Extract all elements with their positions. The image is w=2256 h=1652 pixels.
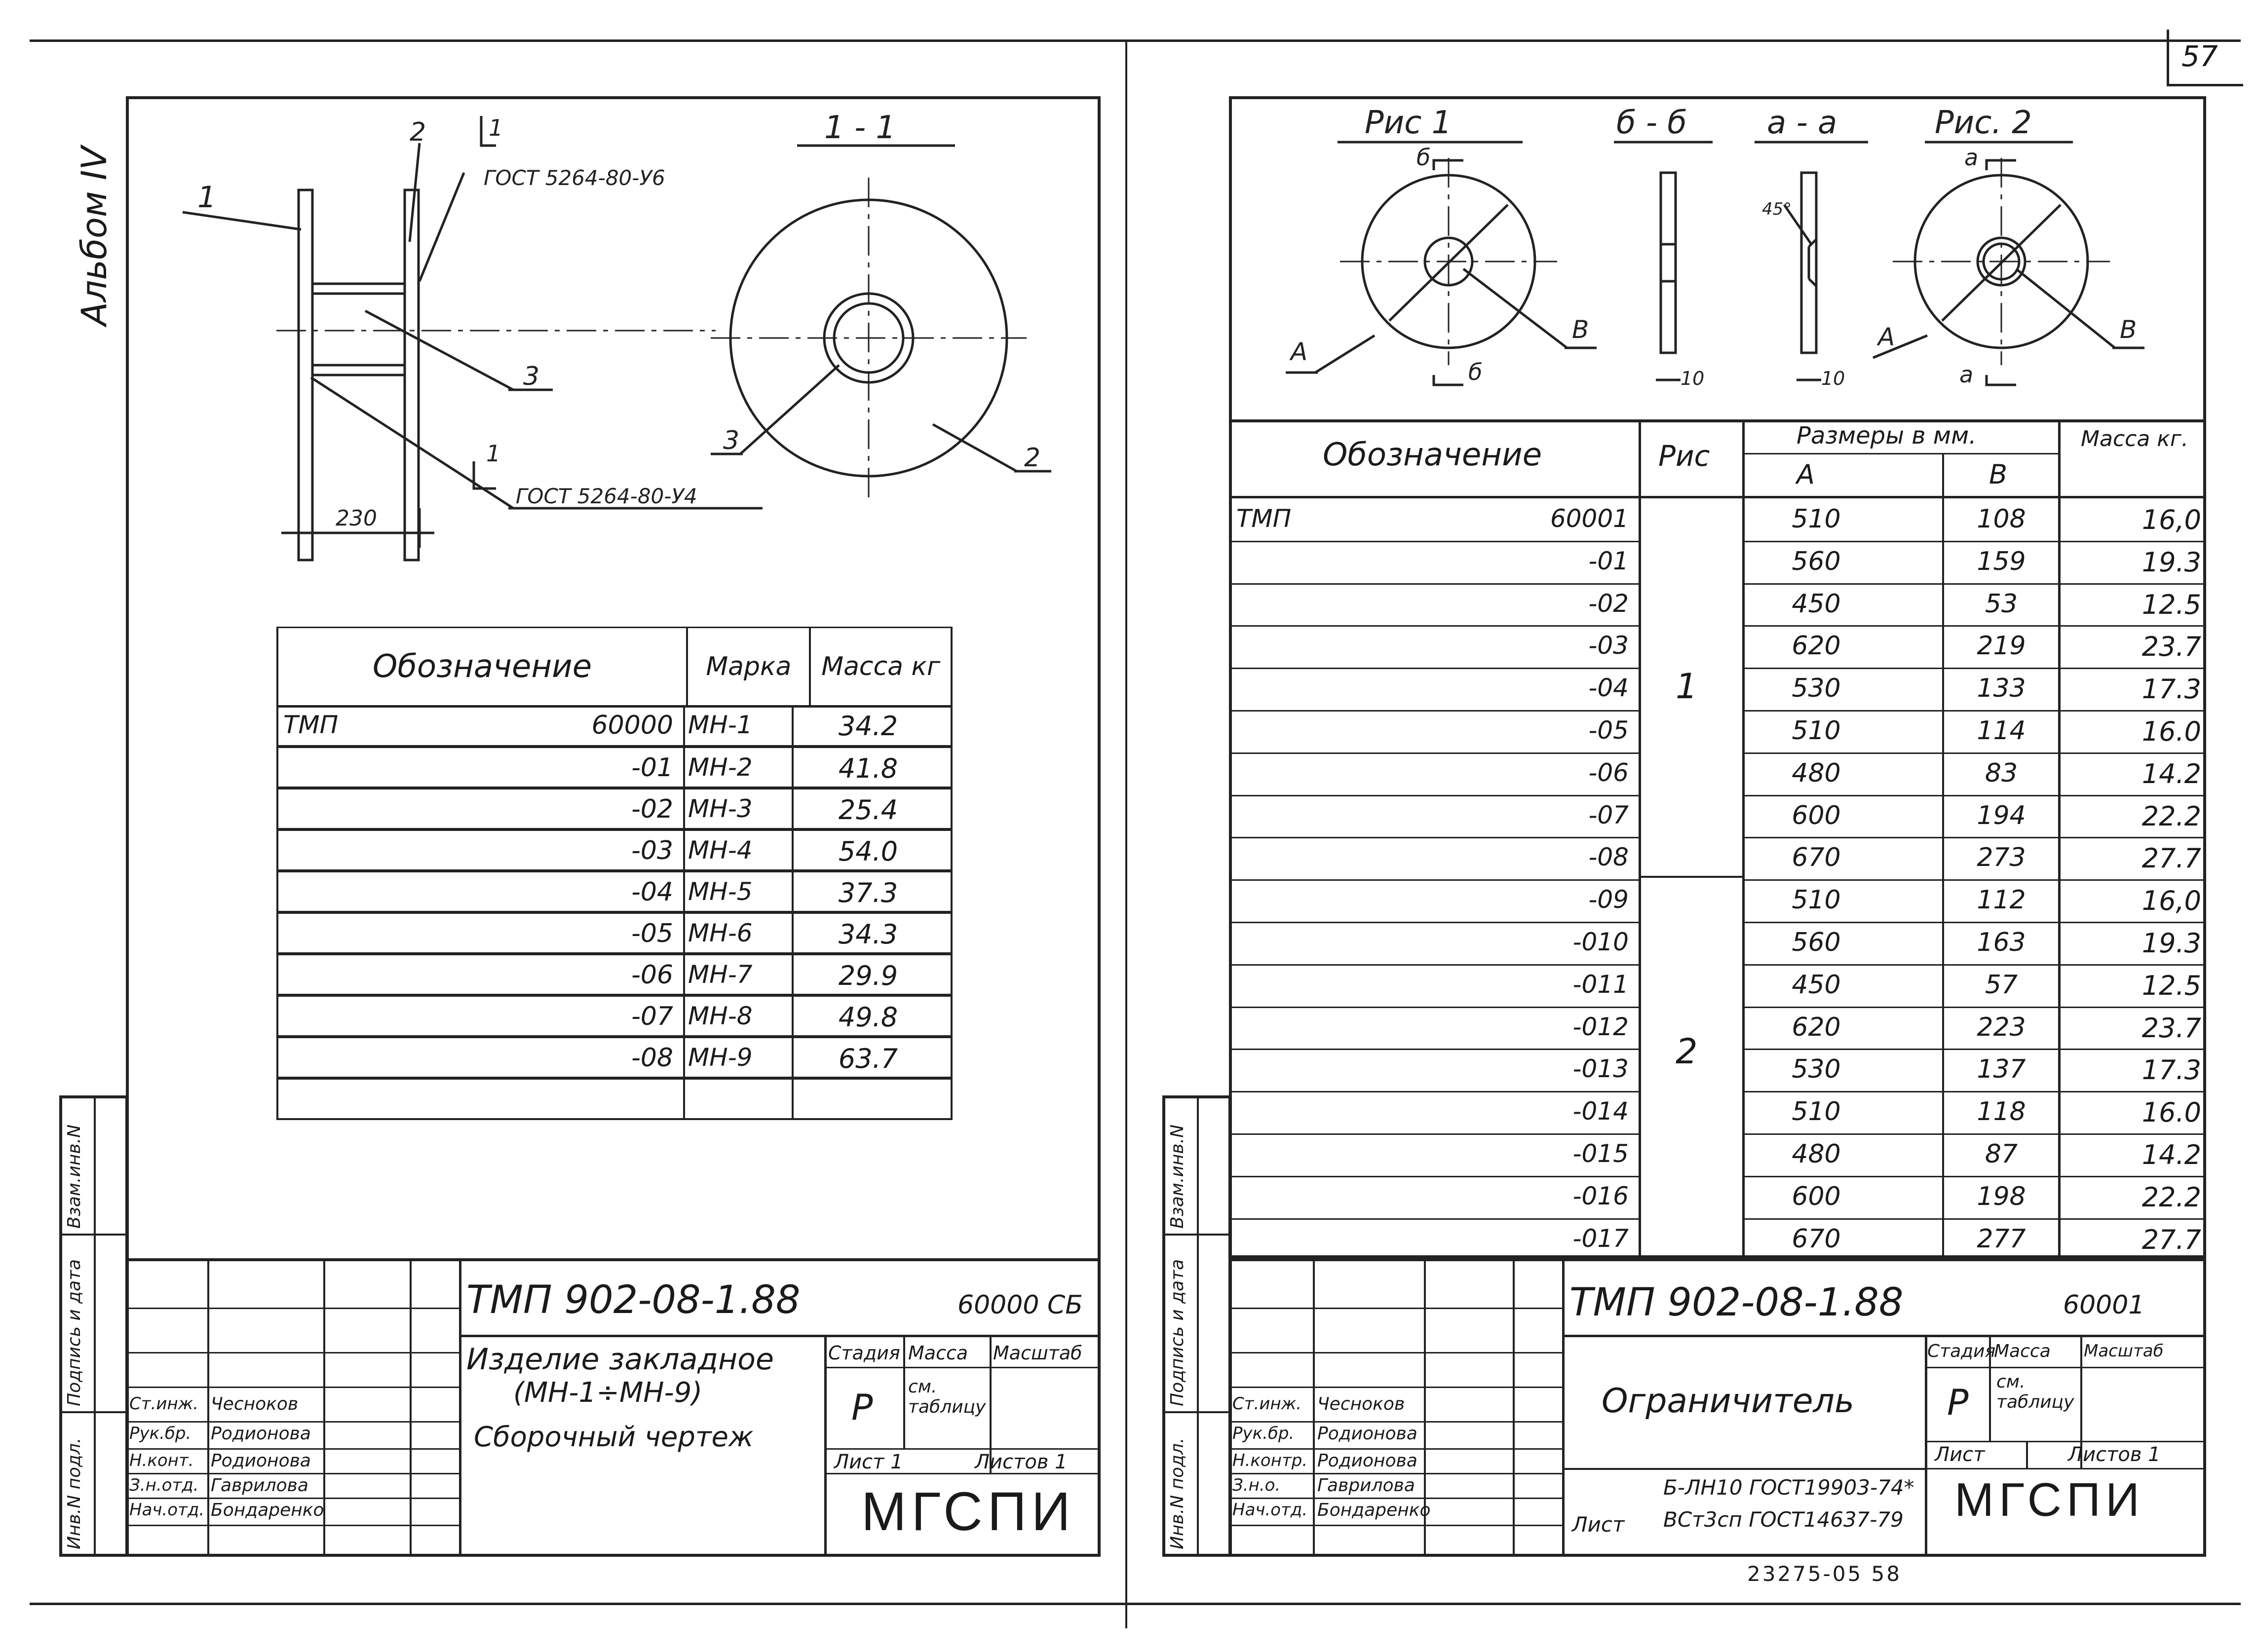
fig-group-1: 1 — [1676, 666, 1698, 707]
right-header-dims: Размеры в мм. — [1797, 422, 1977, 450]
row-dim-a: 450 — [1792, 970, 1841, 1000]
row-dim-b: 87 — [1985, 1139, 2018, 1169]
row-dim-a: 480 — [1792, 758, 1841, 788]
left-item-drawing-type: Сборочный чертеж — [474, 1421, 754, 1453]
svg-text:2: 2 — [1024, 443, 1041, 473]
section-label-1-1: 1 - 1 — [824, 110, 896, 146]
row-designation: -03 — [631, 836, 673, 865]
right-org-name: МГСПИ — [1954, 1473, 2144, 1526]
row-dim-b: 219 — [1977, 631, 2026, 661]
row-mass: 22.2 — [2141, 800, 2201, 832]
row-mass: 34.2 — [838, 711, 898, 742]
role-title: Н.конт. — [129, 1451, 194, 1470]
row-dim-a: 600 — [1792, 800, 1841, 830]
row-dim-b: 108 — [1977, 504, 2026, 534]
row-dim-b: 114 — [1977, 716, 2026, 746]
row-dim-a: 450 — [1792, 589, 1841, 619]
role-title: Нач.отд. — [129, 1500, 205, 1520]
role-title: З.н.отд. — [129, 1475, 199, 1495]
row-dim-a: 620 — [1792, 631, 1841, 661]
row-designation: 60001 — [1550, 504, 1629, 533]
left-assembly-drawing — [128, 99, 1096, 617]
row-mark: МН-1 — [688, 711, 753, 739]
svg-text:б: б — [1416, 144, 1431, 171]
row-mass: 14.2 — [2141, 1139, 2201, 1170]
row-mark: МН-4 — [688, 836, 753, 864]
row-dim-a: 560 — [1792, 546, 1841, 576]
row-designation: -014 — [1572, 1097, 1629, 1126]
table-row — [276, 706, 953, 747]
row-designation: -06 — [1588, 758, 1629, 787]
row-dim-a: 480 — [1792, 1139, 1841, 1169]
row-mass: 19.3 — [2141, 928, 2201, 959]
row-mass: 12.5 — [2141, 589, 2201, 620]
row-mark: МН-3 — [688, 794, 753, 823]
svg-text:В: В — [1572, 315, 1589, 344]
row-dim-b: 118 — [1977, 1097, 2026, 1127]
left-mass-value: см. таблицу — [908, 1377, 986, 1417]
right-scale-label: Масштаб — [2084, 1341, 2164, 1361]
margin-label-zam: Взам.инв.N — [64, 1124, 84, 1229]
view-label-fig2: Рис. 2 — [1935, 105, 2032, 141]
role-person: Гаврилова — [1317, 1475, 1415, 1496]
role-title: Н.контр. — [1232, 1451, 1308, 1470]
stamp-number: 23275-05 58 — [1747, 1562, 1902, 1586]
table-row — [276, 1079, 953, 1120]
table-row — [276, 747, 953, 788]
left-org-name: МГСПИ — [861, 1481, 1075, 1542]
row-designation: -08 — [631, 1043, 673, 1073]
row-designation: -015 — [1572, 1139, 1629, 1168]
role-title: Нач.отд. — [1232, 1500, 1308, 1520]
row-mass: 14.2 — [2141, 758, 2201, 789]
bottom-rule — [30, 1603, 2241, 1605]
role-person: Бондаренко — [1317, 1500, 1431, 1520]
right-material-prefix: Лист — [1572, 1512, 1625, 1537]
table-row — [276, 954, 953, 996]
row-mass: 22.2 — [2141, 1181, 2201, 1213]
left-mass-label: Масса — [908, 1342, 968, 1364]
table-row — [276, 871, 953, 913]
row-dim-a: 530 — [1792, 1054, 1841, 1085]
row-dim-a: 510 — [1792, 885, 1841, 915]
left-doc-number: ТМП 902-08-1.88 — [466, 1278, 801, 1322]
row-dim-a: 530 — [1792, 674, 1841, 704]
right-header-a: А — [1797, 459, 1815, 490]
row-mark: МН-6 — [688, 919, 753, 947]
dimension-230: 230 — [336, 506, 377, 531]
svg-text:45°: 45° — [1762, 199, 1792, 219]
row-dim-b: 194 — [1977, 800, 2026, 830]
role-person: Чесноков — [211, 1394, 299, 1414]
right-header-b: В — [1989, 459, 2008, 490]
row-mass: 41.8 — [838, 753, 898, 784]
page-number: 57 — [2181, 39, 2218, 73]
svg-text:А: А — [1291, 338, 1308, 366]
row-dim-a: 670 — [1792, 843, 1841, 873]
row-dim-a: 510 — [1792, 1097, 1841, 1127]
row-designation: -07 — [1588, 800, 1629, 829]
role-person: Родионова — [211, 1424, 311, 1444]
view-label-fig1: Рис 1 — [1365, 105, 1452, 141]
row-mass: 49.8 — [838, 1002, 898, 1033]
row-mark: МН-2 — [688, 753, 753, 782]
role-person: Гаврилова — [211, 1475, 308, 1496]
row-mass: 27.7 — [2141, 843, 2201, 874]
callout-2: 2 — [410, 117, 426, 147]
row-prefix: ТМП — [283, 711, 339, 739]
role-title: З.н.о. — [1232, 1475, 1281, 1495]
row-mass: 34.3 — [838, 919, 898, 950]
row-mass: 16,0 — [2141, 504, 2201, 535]
right-header-designation: Обозначение — [1323, 437, 1542, 473]
row-mass: 25.4 — [838, 794, 898, 826]
right-item-name: Ограничитель — [1602, 1382, 1855, 1421]
row-designation: -06 — [631, 960, 673, 990]
row-dim-b: 57 — [1985, 970, 2018, 1000]
row-dim-b: 163 — [1977, 928, 2026, 957]
row-dim-b: 83 — [1985, 758, 2018, 788]
svg-text:А: А — [1878, 323, 1895, 351]
table-row — [276, 788, 953, 830]
top-rule — [30, 39, 2241, 42]
row-designation: -04 — [1588, 674, 1629, 703]
row-designation: -02 — [1588, 589, 1629, 618]
right-material-line2: ВСт3сп ГОСТ14637-79 — [1663, 1507, 1904, 1532]
svg-text:1: 1 — [489, 114, 503, 141]
row-mass: 17.3 — [2141, 1054, 2201, 1086]
row-designation: -03 — [1588, 631, 1629, 660]
right-mass-label: Масса — [1994, 1341, 2051, 1361]
weld-note-bottom: ГОСТ 5264-80-У4 — [516, 484, 697, 508]
svg-text:10: 10 — [1821, 368, 1845, 389]
table-row — [276, 913, 953, 954]
row-designation: -010 — [1572, 928, 1629, 956]
role-person: Родионова — [211, 1451, 311, 1471]
right-part-drawing — [1231, 99, 2204, 419]
role-title: Ст.инж. — [1232, 1394, 1302, 1414]
row-prefix: ТМП — [1236, 504, 1292, 533]
left-stage-value: Р — [851, 1387, 873, 1428]
row-designation: -016 — [1572, 1181, 1629, 1210]
row-designation: -012 — [1572, 1012, 1629, 1041]
callout-3: 3 — [523, 362, 540, 391]
row-mass: 16,0 — [2141, 885, 2201, 917]
row-dim-a: 510 — [1792, 504, 1841, 534]
role-title: Ст.инж. — [129, 1394, 199, 1414]
row-mass: 63.7 — [838, 1043, 898, 1074]
row-dim-b: 53 — [1985, 589, 2018, 619]
row-mass: 54.0 — [838, 836, 898, 867]
svg-text:В: В — [2120, 315, 2137, 344]
header-mass: Масса кг — [810, 628, 952, 707]
left-sheets-total: Листов 1 — [975, 1451, 1068, 1473]
left-stage-label: Стадия — [828, 1342, 900, 1364]
row-designation: -07 — [631, 1002, 673, 1031]
right-mass-value: см. таблицу — [1996, 1372, 2074, 1412]
row-mass: 37.3 — [838, 877, 898, 908]
svg-text:1: 1 — [486, 440, 501, 467]
role-title: Рук.бр. — [129, 1424, 191, 1443]
margin-label-sign: Подпись и дата — [64, 1259, 84, 1406]
row-mass: 27.7 — [2141, 1224, 2201, 1255]
row-designation: -01 — [631, 753, 673, 783]
album-label: Альбом IV — [74, 146, 115, 326]
table-row — [276, 830, 953, 871]
row-mass: 17.3 — [2141, 674, 2201, 705]
left-scale-label: Масштаб — [993, 1342, 1082, 1364]
row-mass: 16.0 — [2141, 1097, 2201, 1128]
view-label-b-b: б - б — [1616, 105, 1687, 141]
row-mass: 16.0 — [2141, 716, 2201, 747]
row-designation: -017 — [1572, 1224, 1629, 1253]
header-designation: Обозначение — [277, 628, 687, 707]
row-dim-b: 159 — [1977, 546, 2026, 576]
row-designation: -09 — [1588, 885, 1629, 914]
callout-1: 1 — [197, 180, 217, 215]
row-dim-b: 137 — [1977, 1054, 2026, 1085]
svg-text:3: 3 — [723, 426, 740, 455]
row-mass: 12.5 — [2141, 970, 2201, 1001]
right-header-mass: Масса кг. — [2081, 426, 2188, 451]
right-stage-value: Р — [1947, 1382, 1969, 1423]
svg-text:10: 10 — [1681, 368, 1705, 389]
left-spec-table — [276, 627, 953, 708]
header-mark: Марка — [687, 628, 810, 707]
left-sheet-no: Лист 1 — [834, 1451, 903, 1473]
svg-text:а: а — [1964, 144, 1979, 171]
row-mark: МН-7 — [688, 960, 753, 989]
right-header-fig: Рис — [1658, 439, 1710, 473]
row-mark: МН-5 — [688, 877, 753, 906]
weld-note-top: ГОСТ 5264-80-У6 — [484, 166, 665, 190]
right-sheet-no: Лист — [1935, 1443, 1985, 1466]
row-designation: 60000 — [591, 711, 673, 740]
row-dim-b: 112 — [1977, 885, 2026, 915]
row-dim-a: 560 — [1792, 928, 1841, 957]
row-designation: -01 — [1588, 546, 1629, 575]
row-mark: МН-8 — [688, 1002, 753, 1030]
row-dim-b: 223 — [1977, 1012, 2026, 1042]
row-designation: -05 — [1588, 716, 1629, 745]
row-mass: 23.7 — [2141, 1012, 2201, 1044]
role-title: Рук.бр. — [1232, 1424, 1295, 1443]
row-mass: 19.3 — [2141, 546, 2201, 578]
row-dim-a: 670 — [1792, 1224, 1841, 1254]
row-designation: -011 — [1572, 970, 1629, 999]
row-mass: 23.7 — [2141, 631, 2201, 663]
right-doc-number: ТМП 902-08-1.88 — [1569, 1280, 1904, 1325]
left-item-name: Изделие закладное — [466, 1342, 774, 1377]
right-stage-label: Стадия — [1927, 1341, 1996, 1361]
view-label-a-a: а - а — [1767, 105, 1837, 141]
row-designation: -013 — [1572, 1054, 1629, 1084]
left-item-range: (МН-1÷МН-9) — [513, 1377, 703, 1409]
right-material-line1: Б-ЛН10 ГОСТ19903-74* — [1663, 1475, 1914, 1500]
row-mass: 29.9 — [838, 960, 898, 991]
svg-text:а: а — [1959, 361, 1974, 388]
row-mark: МН-9 — [688, 1043, 753, 1072]
row-dim-b: 277 — [1977, 1224, 2026, 1254]
row-designation: -02 — [631, 794, 673, 824]
role-person: Бондаренко — [211, 1500, 324, 1520]
row-designation: -08 — [1588, 843, 1629, 872]
table-row — [276, 996, 953, 1037]
table-row — [276, 1037, 953, 1079]
left-doc-suffix: 60000 СБ — [957, 1290, 1083, 1320]
role-person: Чесноков — [1317, 1394, 1405, 1414]
role-person: Родионова — [1317, 1451, 1417, 1471]
row-dim-a: 620 — [1792, 1012, 1841, 1042]
row-dim-a: 600 — [1792, 1181, 1841, 1211]
role-person: Родионова — [1317, 1424, 1417, 1444]
margin-label-inv: Инв.N подл. — [64, 1437, 84, 1549]
fig-group-2: 2 — [1676, 1031, 1698, 1072]
row-designation: -04 — [631, 877, 673, 907]
row-dim-b: 198 — [1977, 1181, 2026, 1211]
row-designation: -05 — [631, 919, 673, 948]
right-sheets-total: Листов 1 — [2068, 1443, 2161, 1466]
svg-text:б: б — [1468, 359, 1483, 385]
right-doc-suffix: 60001 — [2063, 1290, 2145, 1320]
center-fold-line — [1125, 39, 1127, 1628]
row-dim-b: 273 — [1977, 843, 2026, 873]
row-dim-b: 133 — [1977, 674, 2026, 704]
row-dim-a: 510 — [1792, 716, 1841, 746]
